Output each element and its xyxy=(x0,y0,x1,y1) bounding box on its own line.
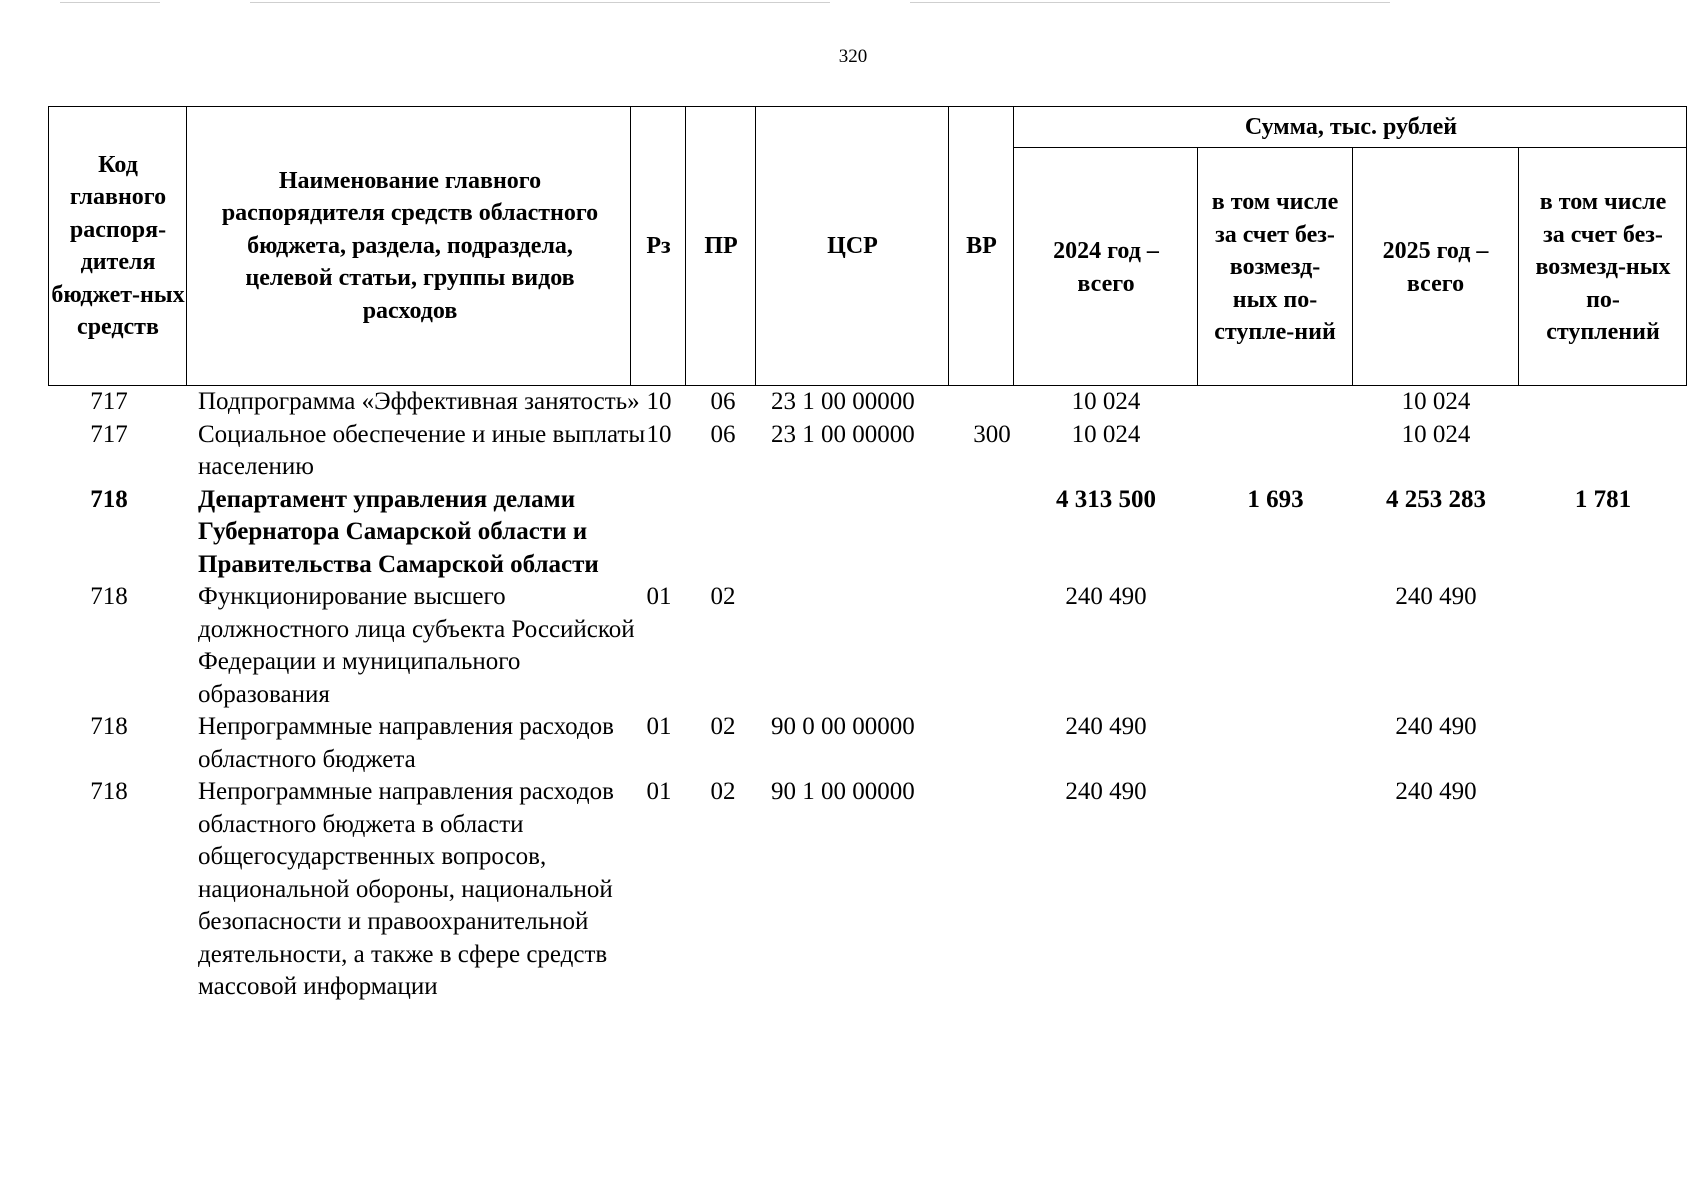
cell-pr: 02 xyxy=(710,713,736,740)
header-csr: ЦСР xyxy=(827,232,878,259)
cell-rz: 01 xyxy=(646,778,672,805)
header-2025-total: 2025 год – всего xyxy=(1382,238,1489,297)
cell-code: 718 xyxy=(90,778,128,805)
column-divider xyxy=(685,106,686,386)
table-row xyxy=(48,776,1687,1004)
cell-2025-total: 240 490 xyxy=(1395,713,1477,740)
cell-name: Непрограммные направления расходов областного бюджета в области общегосударственных вопросов, национальной обороны, национальной безопасности и правоохранительной деятельности, а также в сфере средств массовой информации xyxy=(198,778,614,1000)
column-divider xyxy=(186,106,187,386)
table-row xyxy=(48,581,1687,711)
header-sum: Сумма, тыс. рублей xyxy=(1244,114,1458,141)
cell-pr: 06 xyxy=(710,388,736,415)
column-divider xyxy=(1518,148,1519,386)
table-body xyxy=(48,386,1687,1004)
header-name: Наименование главного распорядителя средств областного бюджета, раздела, подраздела, целевой статьи, группы видов расходов xyxy=(221,167,599,324)
cell-name: Подпрограмма «Эффективная занятость» xyxy=(198,388,640,415)
header-pr: ПР xyxy=(704,232,738,259)
table-row xyxy=(48,386,1687,419)
column-divider xyxy=(1352,148,1353,386)
cell-2024-total: 10 024 xyxy=(1071,388,1141,415)
cell-2024-total: 10 024 xyxy=(1071,420,1141,448)
header-code: Код главного распоря-дителя бюджет-ных средств xyxy=(51,151,185,340)
table-row xyxy=(48,419,1687,484)
cell-rz: 01 xyxy=(646,713,672,740)
cell-name: Непрограммные направления расходов областного бюджета xyxy=(198,713,614,773)
column-divider xyxy=(755,106,756,386)
page-number: 320 xyxy=(838,46,868,67)
scan-edge-line xyxy=(910,2,1390,3)
cell-code: 717 xyxy=(90,388,128,415)
cell-name: Департамент управления делами Губернатора Самарской области и Правительства Самарской области xyxy=(198,485,599,578)
cell-code: 718 xyxy=(90,583,128,610)
cell-csr: 23 1 00 00000 xyxy=(771,420,915,448)
cell-2025-total: 4 253 283 xyxy=(1386,485,1486,513)
cell-csr: 90 0 00 00000 xyxy=(771,713,915,740)
scan-edge-line xyxy=(250,2,830,3)
column-divider xyxy=(1197,148,1198,386)
table-row xyxy=(48,711,1687,776)
column-divider xyxy=(1013,106,1014,386)
cell-pr: 06 xyxy=(710,420,736,448)
header-2024-free: в том числе за счет без-возмезд-ных по-ступле-ний xyxy=(1211,189,1339,346)
cell-vr: 300 xyxy=(973,420,1011,448)
cell-csr: 23 1 00 00000 xyxy=(771,388,915,415)
cell-2025-total: 240 490 xyxy=(1395,583,1477,610)
header-2024-total: 2024 год – всего xyxy=(1053,238,1159,297)
cell-2025-total: 10 024 xyxy=(1401,388,1471,415)
table-row xyxy=(48,484,1687,582)
cell-code: 718 xyxy=(90,485,128,513)
cell-csr: 90 1 00 00000 xyxy=(771,778,915,805)
cell-code: 717 xyxy=(90,420,128,448)
cell-2024-total: 4 313 500 xyxy=(1056,485,1156,513)
scan-edge-line xyxy=(60,2,160,3)
header-2025-free: в том числе за счет без-возмезд-ных по-ступлений xyxy=(1535,189,1671,346)
cell-rz: 10 xyxy=(646,388,672,415)
column-divider xyxy=(948,106,949,386)
cell-name: Функционирование высшего должностного лица субъекта Российской Федерации и муниципального образования xyxy=(198,583,635,708)
cell-rz: 10 xyxy=(646,420,672,448)
cell-2024-total: 240 490 xyxy=(1065,583,1147,610)
sum-header-divider xyxy=(1013,147,1687,148)
header-vr: ВР xyxy=(966,232,997,259)
cell-code: 718 xyxy=(90,713,128,740)
column-divider xyxy=(630,106,631,386)
cell-2025-total: 240 490 xyxy=(1395,778,1477,805)
cell-pr: 02 xyxy=(710,583,736,610)
cell-2025-total: 10 024 xyxy=(1401,420,1471,448)
cell-pr: 02 xyxy=(710,778,736,805)
header-rz: Рз xyxy=(646,232,671,259)
cell-2024-total: 240 490 xyxy=(1065,713,1147,740)
cell-name: Социальное обеспечение и иные выплаты населению xyxy=(198,420,646,480)
cell-rz: 01 xyxy=(646,583,672,610)
cell-2024-total: 240 490 xyxy=(1065,778,1147,805)
cell-2025-free: 1 781 xyxy=(1574,485,1632,513)
cell-2024-free: 1 693 xyxy=(1247,485,1304,513)
